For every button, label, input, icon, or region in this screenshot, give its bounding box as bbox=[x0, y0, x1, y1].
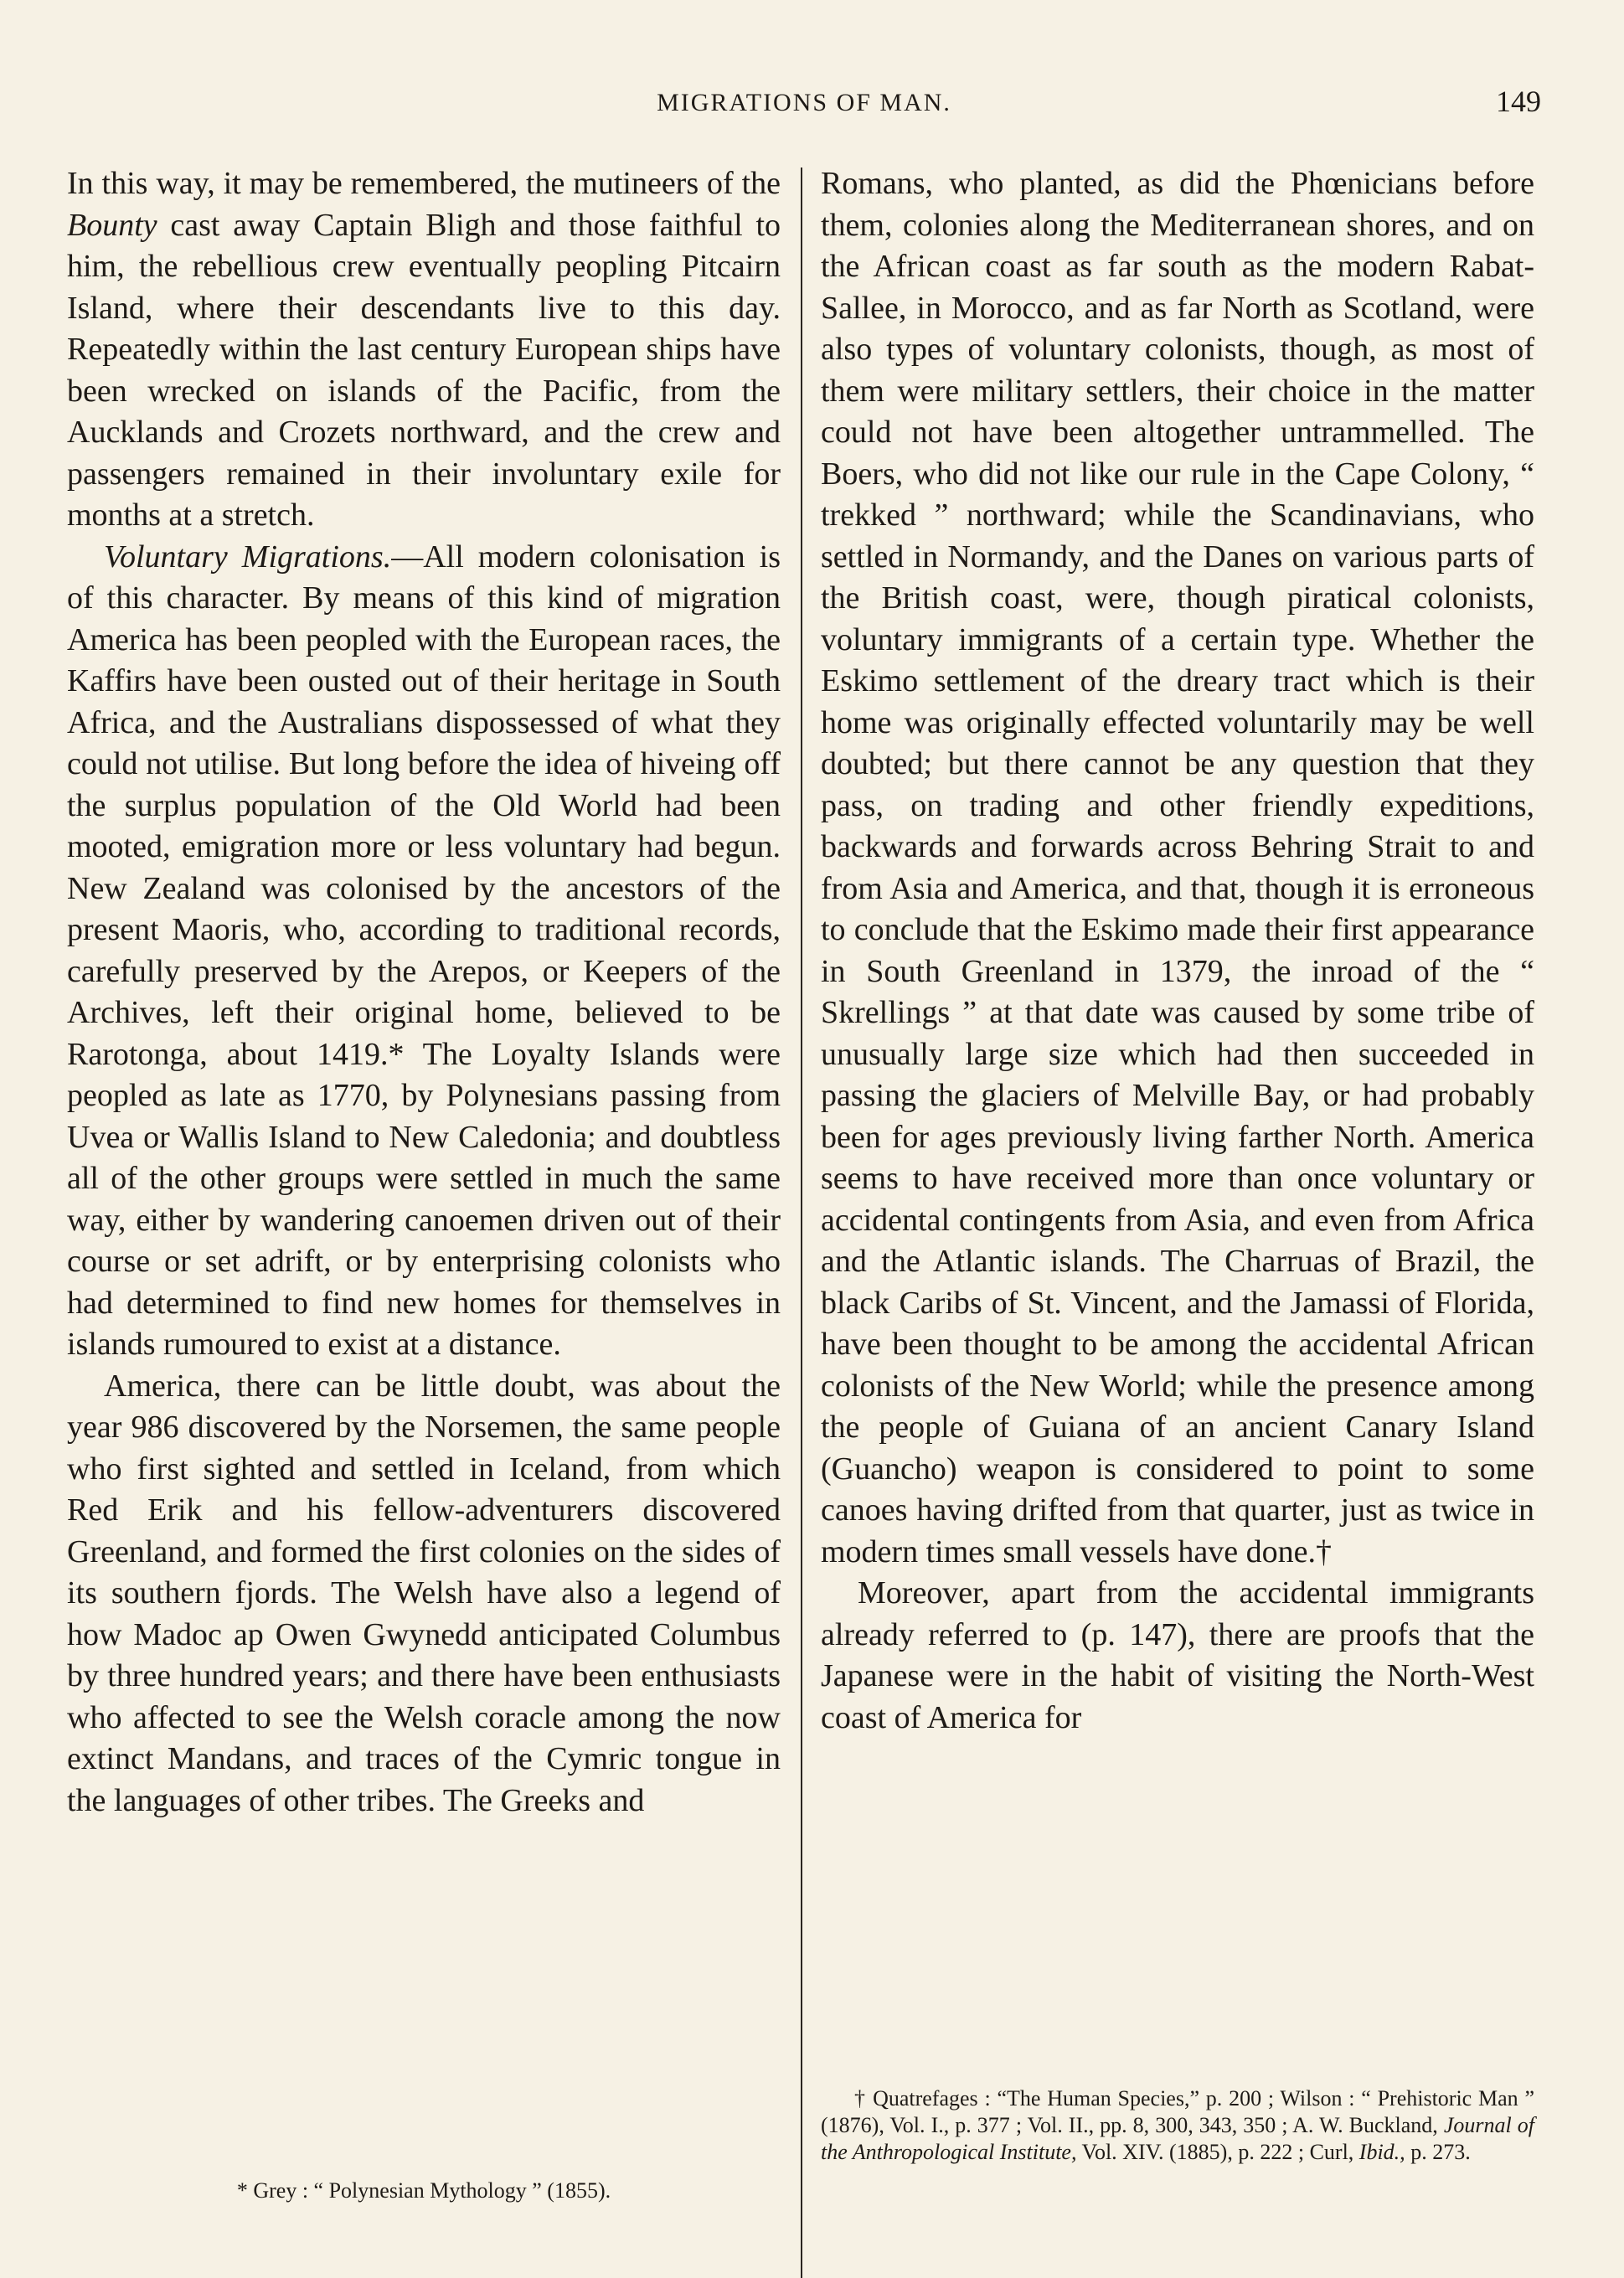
text-run: —All modern colonisation is of this character. By means of this kind of migration America has been peopled with the European races, the Kaffirs have been ousted out of their heritage in South Africa, and the Australians dispossessed of what they could not utilise. But long before the idea of hiveing off the surplus population of the Old World had been mooted, emigration more or less voluntary had begun. New Zealand was colonised by the ancestors of the present Maoris, who, according to traditional records, carefully preserved by the Arepos, or Keepers of the Archives, left their original home, believed to be Rarotonga, about 1419.* The Loyalty Islands were peopled as late as 1770, by Polynesians passing from Uvea or Wallis Island to New Caledonia; and doubtless all of the other groups were settled in much the same way, either by wandering canoemen driven out of their course or set adrift, or by enterprising colonists who had determined to find new homes for themselves in islands rumoured to exist at a distance. bbox=[67, 539, 781, 1362]
paragraph-norsemen: America, there can be little doubt, was about the year 986 discovered by the Norsemen, the same people who first sighted and settled in Iceland, from which Red Erik and his fellow-adventurers discovered Greenland, and formed the first colonies on the sides of its southern fjords. The Welsh have also a legend of how Madoc ap Owen Gwynedd anticipated Columbus by three hundred years; and there have been enthusiasts who affected to see the Welsh coracle among the now extinct Mandans, and traces of the Cymric tongue in the languages of other tribes. The Greeks and bbox=[67, 1368, 781, 1818]
running-title: MIGRATIONS OF MAN. bbox=[657, 89, 951, 116]
page-number: 149 bbox=[1496, 85, 1541, 118]
paragraph-mutineers bbox=[67, 163, 781, 537]
section-heading-italic: Voluntary Migrations. bbox=[104, 539, 392, 575]
page-header bbox=[67, 84, 1541, 126]
footnote-quatrefages bbox=[821, 2085, 1534, 2166]
text-run: In this way, it may be remembered, the mutineers of the bbox=[67, 166, 781, 201]
italic-journal-title: Journal of the Anthropological Institute, bbox=[821, 2113, 1534, 2164]
italic-ibid: Ibid., bbox=[1358, 2140, 1405, 2164]
text-run: p. 273. bbox=[1405, 2140, 1471, 2164]
paragraph-voluntary-migrations bbox=[67, 537, 781, 1366]
paragraph-romans: Romans, who planted, as did the Phœnicians before them, colonies along the Mediterranean shores, and on the African coast as far south as the modern Rabat-Sallee, in Morocco, and as far North as Scotland, were also types of voluntary colonists, though, as most of them were military settlers, their choice in the matter could not have been altogether untrammelled. The Boers, who did not like our rule in the Cape Colony, “ trekked ” northward; while the Scandinavians, who settled in Normandy, and the Danes on various parts of the British coast, were, though piratical colonists, voluntary immigrants of a certain type. Whether the Eskimo settlement of the dreary tract which is their home was originally effected voluntarily may be well doubted; but there cannot be any question that they pass, on trading and other friendly expeditions, backwards and forwards across Behring Strait to and from Asia and America, and that, though it is erroneous to conclude that the Eskimo made their first appearance in South Greenland in 1379, the inroad of the “ Skrellings ” at that date was caused by some tribe of unusually large size which had then succeeded in passing the glaciers of Melville Bay, or had probably been for ages previously living farther North. America seems to have received more than once voluntary or accidental contingents from Asia, and even from Africa and the Atlantic islands. The Charruas of Brazil, the black Caribs of St. Vincent, and the Jamassi of Florida, have been thought to be among the accidental African colonists of the New World; while the presence among the people of Guiana of an ancient Canary Island (Guancho) weapon is considered to point to some canoes having drifted from that quarter, just as twice in modern times small vessels have done.† bbox=[821, 166, 1534, 1569]
text-run: cast away Captain Bligh and those faithful to him, the rebellious crew eventually peopling Pitcairn Island, where their descendants live to this day. Repeatedly within the last century European ships have been wrecked on islands of the Pacific, from the Aucklands and Crozets northward, and the crew and passengers remained in their involuntary exile for months at a stretch. bbox=[67, 207, 781, 533]
text-run: Vol. XIV. (1885), p. 222 ; Curl, bbox=[1076, 2140, 1359, 2164]
right-column bbox=[821, 163, 1534, 1739]
footnote-grey: * Grey : “ Polynesian Mythology ” (1855). bbox=[236, 2178, 611, 2203]
text-run: † Quatrefages : “The Human Species,” p. 200 ; Wilson : “ Prehistoric Man ” (1876), Vol. I., p. 377 ; Vol. II., pp. 8, 300, 343, 350 ; A. W. Buckland, bbox=[821, 2086, 1534, 2137]
italic-ship-name: Bounty bbox=[67, 207, 157, 243]
left-column bbox=[67, 163, 781, 1822]
paragraph-japanese: Moreover, apart from the accidental immigrants already referred to (p. 147), there are proofs that the Japanese were in the habit of visiting the North-West coast of America for bbox=[821, 1575, 1534, 1735]
column-divider bbox=[801, 168, 802, 2278]
